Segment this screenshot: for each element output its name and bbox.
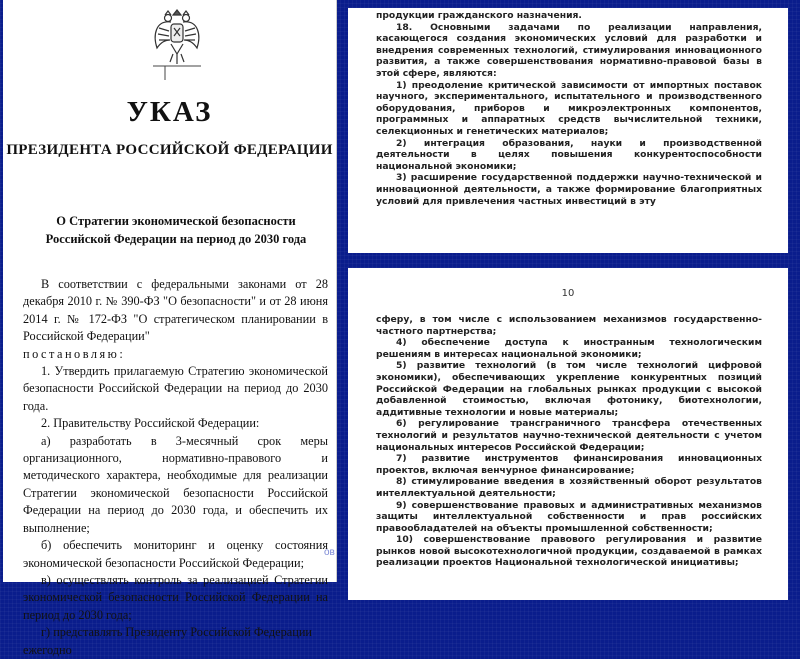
clause: а) разработать в 3-месячный срок меры организационного, нормативно-правового и методического характера, необходимые для реализации Стратегии экономической безопасности Российской Федерации на период до 2030 года, и обеспечить их выполнение; — [23, 433, 328, 535]
excerpt-text — [376, 314, 762, 569]
watermark-text: ов — [324, 547, 335, 558]
title-line-1: О Стратегии экономической безопасности — [56, 214, 296, 228]
clause: б) обеспечить мониторинг и оценку состояния экономической безопасности Российской Федерации; — [23, 538, 328, 570]
clause: 2. Правительству Российской Федерации: — [41, 416, 260, 431]
list-item: 10) совершенствование правового регулирования и развитие рынков новой высокотехнологичной продукции, создаваемой в рамках реализации проектов Национальной технологической инициативы; — [376, 534, 762, 569]
list-item: 6) регулирование трансграничного трансфера отечественных технологий и результатов научно-технической деятельности с учетом национальных интересов Российской Федерации; — [376, 418, 762, 453]
list-item: 1) преодоление критической зависимости от импортных поставок научного, экспериментального, испытательного и производственного оборудования, приборов и микроэлектронных компонентов, программных и аппаратных средств вычислительной техники, селекционных и генетических материалов; — [376, 79, 762, 137]
list-item: 5) развитие технологий (в том числе технологий цифровой экономики), обеспечивающих укрепление конкурентных позиций Российской Федерации на глобальных рынках продукции с высокой добавленной стоимостью, включая фотонику, биотехнологии, аддитивные технологии и новые материалы; — [376, 360, 762, 418]
list-item: 2) интеграция образования, науки и производственной деятельности в целях повышения конкурентоспособности национальной экономики; — [376, 137, 762, 172]
decree-formula: постановляю: — [23, 346, 126, 361]
document-type: УКАЗ — [126, 96, 213, 128]
list-item: 8) стимулирование введения в хозяйственный оборот результатов интеллектуальной деятельности; — [376, 476, 762, 499]
list-item: 4) обеспечение доступа к иностранным технологическим решениям в интересах национальной экономики; — [376, 337, 762, 360]
clause: 1. Утвердить прилагаемую Стратегию экономической безопасности Российской Федерации на период до 2030 года. — [23, 364, 328, 413]
paragraph: 18. Основными задачами по реализации направления, касающегося создания экономических условий для разработки и внедрения современных технологий, стимулирования инновационного развития, а также совершенствования нормативно-правовой базы в этой сфере, являются: — [376, 21, 762, 79]
preamble: В соответствии с федеральными законами от 28 декабря 2010 г. № 390-ФЗ "О безопасности" и от 28 июня 2014 г. № 172-ФЗ "О стратегическом планировании в Российской Федерации" — [23, 277, 328, 344]
clause: г) представлять Президенту Российской Федерации ежегодно — [23, 625, 312, 657]
coat-of-arms-icon — [151, 6, 203, 80]
decree-title-page — [3, 0, 337, 657]
decree-body — [23, 276, 328, 659]
list-item: 9) совершенствование правовых и административных механизмов защиты интеллектуальной собственности и прав российских правообладателей на объекты промышленной собственности; — [376, 499, 762, 534]
page-number: 10 — [561, 288, 575, 299]
issuer-heading: ПРЕЗИДЕНТА РОССИЙСКОЙ ФЕДЕРАЦИИ — [6, 142, 333, 158]
list-item: 3) расширение государственной поддержки научно-технической и инновационной деятельности, а также формирование благоприятных условий для привлечения частных инвестиций в эту — [376, 172, 762, 207]
clause: в) осуществлять контроль за реализацией Стратегии экономической безопасности Российской Федерации на период до 2030 года; — [23, 572, 328, 622]
paragraph: сферу, в том числе с использованием механизмов государственно-частного партнерства; — [376, 314, 762, 337]
title-line-2: Российской Федерации на период до 2030 года — [45, 232, 307, 246]
document-title — [31, 212, 321, 248]
excerpt-text — [376, 10, 762, 207]
list-item: 7) развитие инструментов финансирования инновационных проектов, включая венчурное финансирование; — [376, 453, 762, 476]
strategy-page-excerpt-top — [348, 8, 788, 253]
strategy-page-excerpt-bottom — [348, 268, 788, 600]
paragraph: продукции гражданского назначения. — [376, 10, 582, 21]
